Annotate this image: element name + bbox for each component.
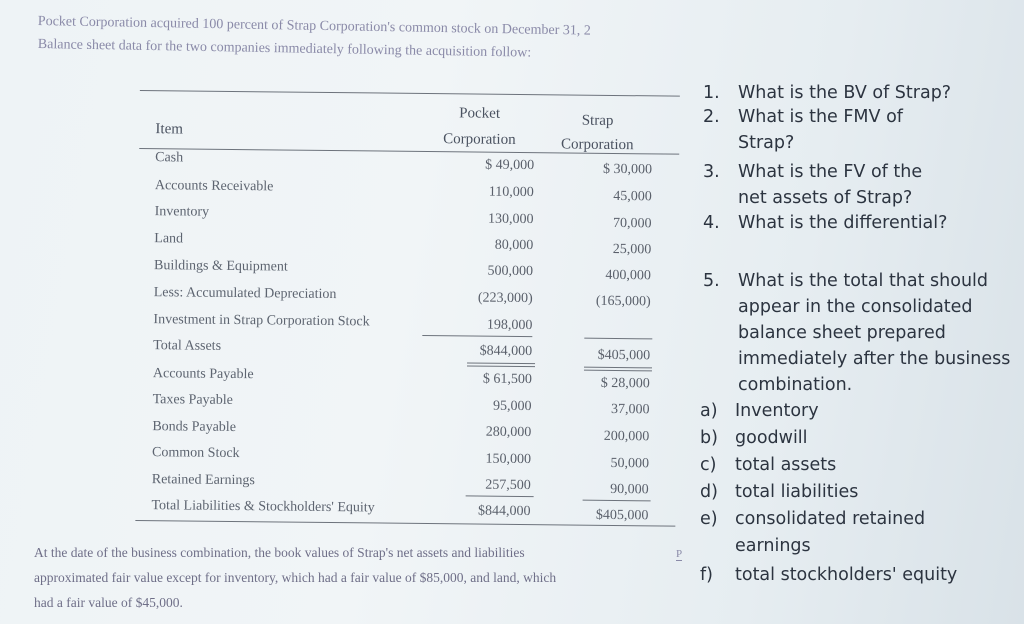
sub-letter: b) [700,428,718,448]
header-strap-line2: Corporation [560,136,634,154]
row-pocket-value: $844,000 [479,343,533,360]
row-pocket-value: 130,000 [487,211,534,228]
sub-text: earnings [735,536,811,556]
row-strap-value: $405,000 [595,507,649,524]
row-item: Total Liabilities & Stockholders' Equity [151,498,375,516]
row-strap-value: 50,000 [610,455,650,472]
row-pocket-value: 257,500 [485,477,531,494]
row-strap-value: $ 28,000 [600,375,650,392]
row-item: Investment in Strap Corporation Stock [153,312,370,330]
row-pocket-value: $844,000 [477,503,531,520]
question-number: 1. [703,83,720,103]
sub-letter: f) [700,565,713,585]
row-item: Retained Earnings [151,472,255,489]
row-pocket-value: 500,000 [487,263,534,280]
footer-line-3: had a fair value of $45,000. [34,595,183,610]
sub-question-e [700,506,1000,532]
row-item: Taxes Payable [152,392,233,408]
strap-subtotal-rule [584,338,652,340]
row-item: Common Stock [151,445,240,462]
sub-question-e-cont [700,533,1000,559]
total-assets-double-rule [584,367,652,369]
row-pocket-value: 95,000 [493,398,532,415]
row-item: Less: Accumulated Depreciation [153,285,337,303]
total-assets-double-rule [467,365,535,367]
sub-question-a [700,398,1000,424]
question-number: 5. [703,271,720,291]
sub-text: consolidated retained [735,509,926,529]
header-strap-line1: Strap [581,112,614,129]
row-pocket-value: 280,000 [485,424,532,441]
question-text: What is the total that should [738,271,989,291]
question-number: 3. [703,162,720,182]
header-pocket-line1: Pocket [459,105,501,122]
footer-line-2: approximated fair value except for inventory, which had a fair value of $85,000, and land, which [34,570,557,585]
row-pocket-value: 110,000 [488,184,534,201]
question-text: What is the FV of the [738,162,923,182]
total-assets-double-rule [467,362,535,364]
sub-question-c [700,452,1000,478]
question-text: combination. [738,375,853,395]
subtotal-rule [583,500,651,502]
row-pocket-value: $ 61,500 [482,371,532,388]
balance-sheet-table [135,78,685,536]
sub-question-b [700,425,1000,451]
question-text: What is the differential? [738,213,948,233]
question-text: Strap? [738,133,795,153]
sub-question-f [700,562,1000,588]
row-strap-value: 90,000 [610,481,649,498]
sub-letter: e) [700,509,718,529]
row-item: Land [154,231,184,247]
question-number: 2. [703,107,720,127]
row-pocket-value: 80,000 [494,237,534,254]
sub-letter: d) [700,482,718,502]
footer-line-1: At the date of the business combination, the book values of Strap's net assets and liabilities [34,545,525,560]
row-strap-value: 400,000 [605,267,652,284]
row-strap-value: 25,000 [612,241,652,258]
table-top-rule [140,90,680,97]
row-strap-value: $ 30,000 [602,161,653,178]
subtotal-rule [466,495,534,497]
row-item: Total Assets [153,338,222,354]
row-strap-value: $405,000 [597,347,651,364]
intro-line-2: Balance sheet data for the two companies immediately following the acquisition follow: [37,37,532,61]
page-marker: P [676,548,683,560]
sub-text: Inventory [735,401,819,421]
question-text: net assets of Strap? [738,188,913,208]
row-item: Buildings & Equipment [153,258,288,275]
row-item: Accounts Payable [152,366,254,383]
row-strap-value: (165,000) [595,293,651,310]
question-text: appear in the consolidated [738,297,973,317]
header-pocket-line2: Corporation [443,131,516,148]
sub-letter: c) [700,455,717,475]
sub-letter: a) [700,401,718,421]
row-pocket-value: 198,000 [422,317,532,337]
sub-text: goodwill [735,428,808,448]
question-text: What is the FMV of [738,107,903,127]
row-pocket-value: $ 49,000 [485,157,535,174]
row-strap-value: 37,000 [610,401,650,418]
header-item: Item [155,121,184,138]
sub-text: total assets [735,455,837,475]
sub-text: total liabilities [735,482,859,502]
row-item: Bonds Payable [152,419,237,436]
question-text: balance sheet prepared [738,323,946,343]
sub-question-d [700,479,1000,505]
total-assets-double-rule [584,370,652,372]
row-item: Inventory [154,204,210,220]
intro-line-1: Pocket Corporation acquired 100 percent of Strap Corporation's common stock on December 31, 2 [37,14,591,39]
row-item: Cash [155,150,184,166]
row-pocket-value: (223,000) [477,290,533,307]
sub-text: total stockholders' equity [735,565,958,585]
question-text: What is the BV of Strap? [738,83,952,103]
question-text: immediately after the business [738,349,1011,369]
question-number: 4. [703,213,720,233]
row-item: Accounts Receivable [154,178,274,195]
row-strap-value: 70,000 [612,215,652,232]
row-pocket-value: 150,000 [485,451,532,468]
row-strap-value: 45,000 [613,188,652,205]
row-strap-value: 200,000 [603,428,650,445]
